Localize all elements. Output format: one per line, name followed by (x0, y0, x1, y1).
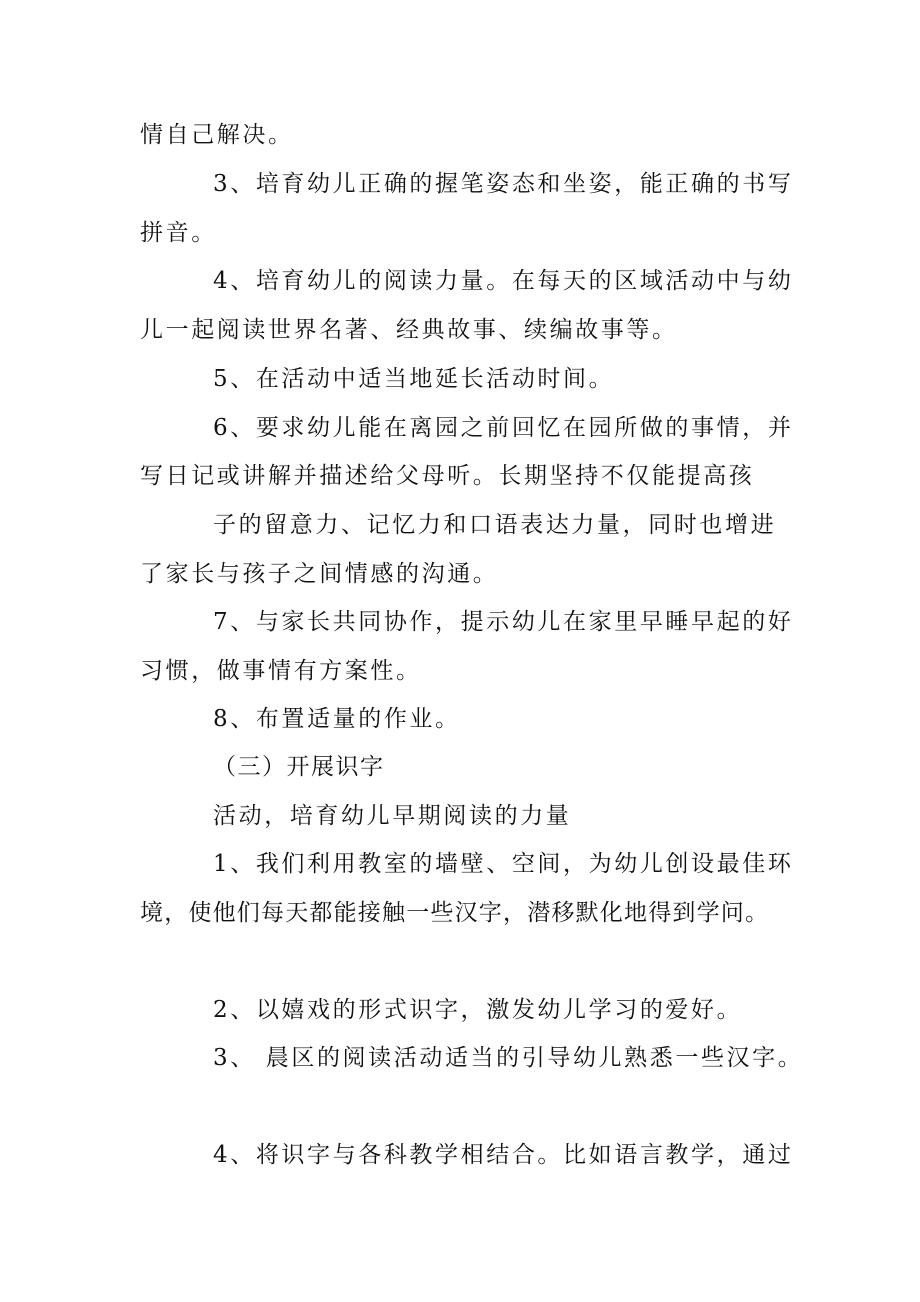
text-line: 4、培育幼儿的阅读力量。在每天的区域活动中与幼 (213, 268, 794, 294)
text-line: 5、在活动中适当地延长活动时间。 (213, 366, 615, 392)
text-line: 拼音。 (140, 220, 217, 246)
section-heading: （三）开展识字 (213, 754, 385, 780)
text-line: 1、我们利用教室的墙壁、空间，为幼儿创设最佳环 (213, 851, 794, 877)
text-line: 4、将识字与各科教学相结合。比如语言教学，通过 (213, 1142, 794, 1168)
text-line: 境，使他们每天都能接触一些汉字，潜移默化地得到学问。 (140, 900, 770, 926)
text-line: 2、以嬉戏的形式识字，激发幼儿学习的爱好。 (213, 997, 743, 1023)
text-line: 儿一起阅读世界名著、经典故事、续编故事等。 (140, 317, 678, 343)
text-line: 3、培育幼儿正确的握笔姿态和坐姿，能正确的书写 (213, 171, 794, 197)
text-line: 习惯，做事情有方案性。 (140, 658, 422, 684)
text-line: 8、布置适量的作业。 (213, 706, 461, 732)
text-line: 7、与家长共同协作，提示幼儿在家里早睡早起的好 (213, 609, 794, 635)
text-line: 写日记或讲解并描述给父母听。长期坚持不仅能提高孩 (140, 463, 755, 489)
text-line: 子的留意力、记忆力和口语表达力量，同时也增进 (213, 512, 777, 538)
text-line: 6、要求幼儿能在离园之前回忆在园所做的事情，并 (213, 415, 794, 441)
text-line: 3、 晨区的阅读活动适当的引导幼儿熟悉一些汉字。 (213, 1045, 804, 1071)
text-line: 活动，培育幼儿早期阅读的力量 (213, 803, 572, 829)
text-line: 了家长与孩子之间情感的沟通。 (140, 561, 499, 587)
text-line: 情自己解决。 (140, 122, 294, 148)
